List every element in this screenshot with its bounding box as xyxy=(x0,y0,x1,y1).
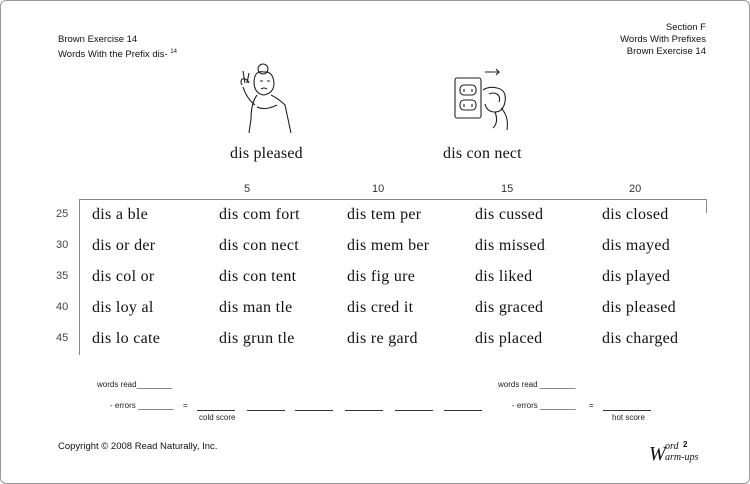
word-cell: dis placed xyxy=(475,330,543,347)
word-cell: dis mem ber xyxy=(347,237,430,254)
word-cell: dis or der xyxy=(92,237,156,254)
row-number: 25 xyxy=(56,208,69,220)
grid-top-rule xyxy=(79,199,707,200)
score-blank[interactable] xyxy=(345,410,383,411)
word-cell: dis mayed xyxy=(602,237,671,254)
column-tick: 20 xyxy=(629,183,642,195)
unplugging-cord-icon xyxy=(453,68,515,132)
word-cell: dis charged xyxy=(602,330,679,347)
logo-sup: 2 xyxy=(683,440,688,449)
score-blank[interactable] xyxy=(295,410,333,411)
score-blank[interactable] xyxy=(395,410,433,411)
word-cell: dis closed xyxy=(602,206,669,223)
word-cell: dis lo cate xyxy=(92,330,161,347)
word-cell: dis con tent xyxy=(219,268,297,285)
example-word-1: dis pleased xyxy=(230,145,303,162)
grid-left-rule xyxy=(79,199,80,355)
section-topic: Words With Prefixes xyxy=(620,34,706,45)
word-cell: dis a ble xyxy=(92,206,149,223)
example-word-2: dis con nect xyxy=(443,145,522,162)
errors-left: - errors ________ xyxy=(110,401,174,410)
word-cell: dis com fort xyxy=(219,206,300,223)
grid-right-rule xyxy=(706,199,707,213)
word-cell: dis fig ure xyxy=(347,268,416,285)
exercise-title: Brown Exercise 14 xyxy=(58,34,138,45)
exercise-subtitle: Words With the Prefix dis- $^{14}$ xyxy=(58,49,177,61)
word-cell: dis cred it xyxy=(347,299,414,316)
hot-score-blank[interactable] xyxy=(603,410,651,411)
header-left xyxy=(58,34,177,61)
row-number: 35 xyxy=(56,270,69,282)
word-cell: dis con nect xyxy=(219,237,300,254)
word-cell: dis tem per xyxy=(347,206,422,223)
logo-ord: ord xyxy=(665,441,679,452)
word-cell: dis man tle xyxy=(219,299,293,316)
displeased-woman-icon xyxy=(233,61,297,133)
row-number: 40 xyxy=(56,301,69,313)
errors-right: - errors ________ xyxy=(512,401,576,410)
word-cell: dis re gard xyxy=(347,330,418,347)
row-number: 45 xyxy=(56,332,69,344)
equals-left: = xyxy=(183,401,188,410)
logo-arm-ups: arm-ups xyxy=(665,452,699,463)
word-cell: dis grun tle xyxy=(219,330,295,347)
exercise-label: Brown Exercise 14 xyxy=(626,46,706,57)
words-read-right: words read ________ xyxy=(498,380,576,389)
word-cell: dis col or xyxy=(92,268,155,285)
column-tick: 10 xyxy=(372,183,385,195)
logo-letter-w: W xyxy=(649,443,666,465)
column-tick: 5 xyxy=(244,183,251,195)
word-cell: dis played xyxy=(602,268,671,285)
row-number: 30 xyxy=(56,239,69,251)
score-blank[interactable] xyxy=(247,410,285,411)
word-cell: dis liked xyxy=(475,268,533,285)
word-cell: dis missed xyxy=(475,237,546,254)
hot-score-label: hot score xyxy=(612,413,645,422)
word-cell: dis loy al xyxy=(92,299,154,316)
section-label: Section F xyxy=(665,22,706,33)
words-read-left: words read________ xyxy=(97,380,173,389)
word-cell: dis cussed xyxy=(475,206,544,223)
word-warm-ups-logo xyxy=(649,441,709,465)
word-cell: dis pleased xyxy=(602,299,676,316)
copyright-text: Copyright © 2008 Read Naturally, Inc. xyxy=(58,441,218,452)
cold-score-blank[interactable] xyxy=(197,410,235,411)
column-tick: 15 xyxy=(501,183,514,195)
word-cell: dis graced xyxy=(475,299,544,316)
score-blank[interactable] xyxy=(444,410,482,411)
cold-score-label: cold score xyxy=(199,413,236,422)
header-right xyxy=(620,22,706,58)
equals-right: = xyxy=(589,401,594,410)
